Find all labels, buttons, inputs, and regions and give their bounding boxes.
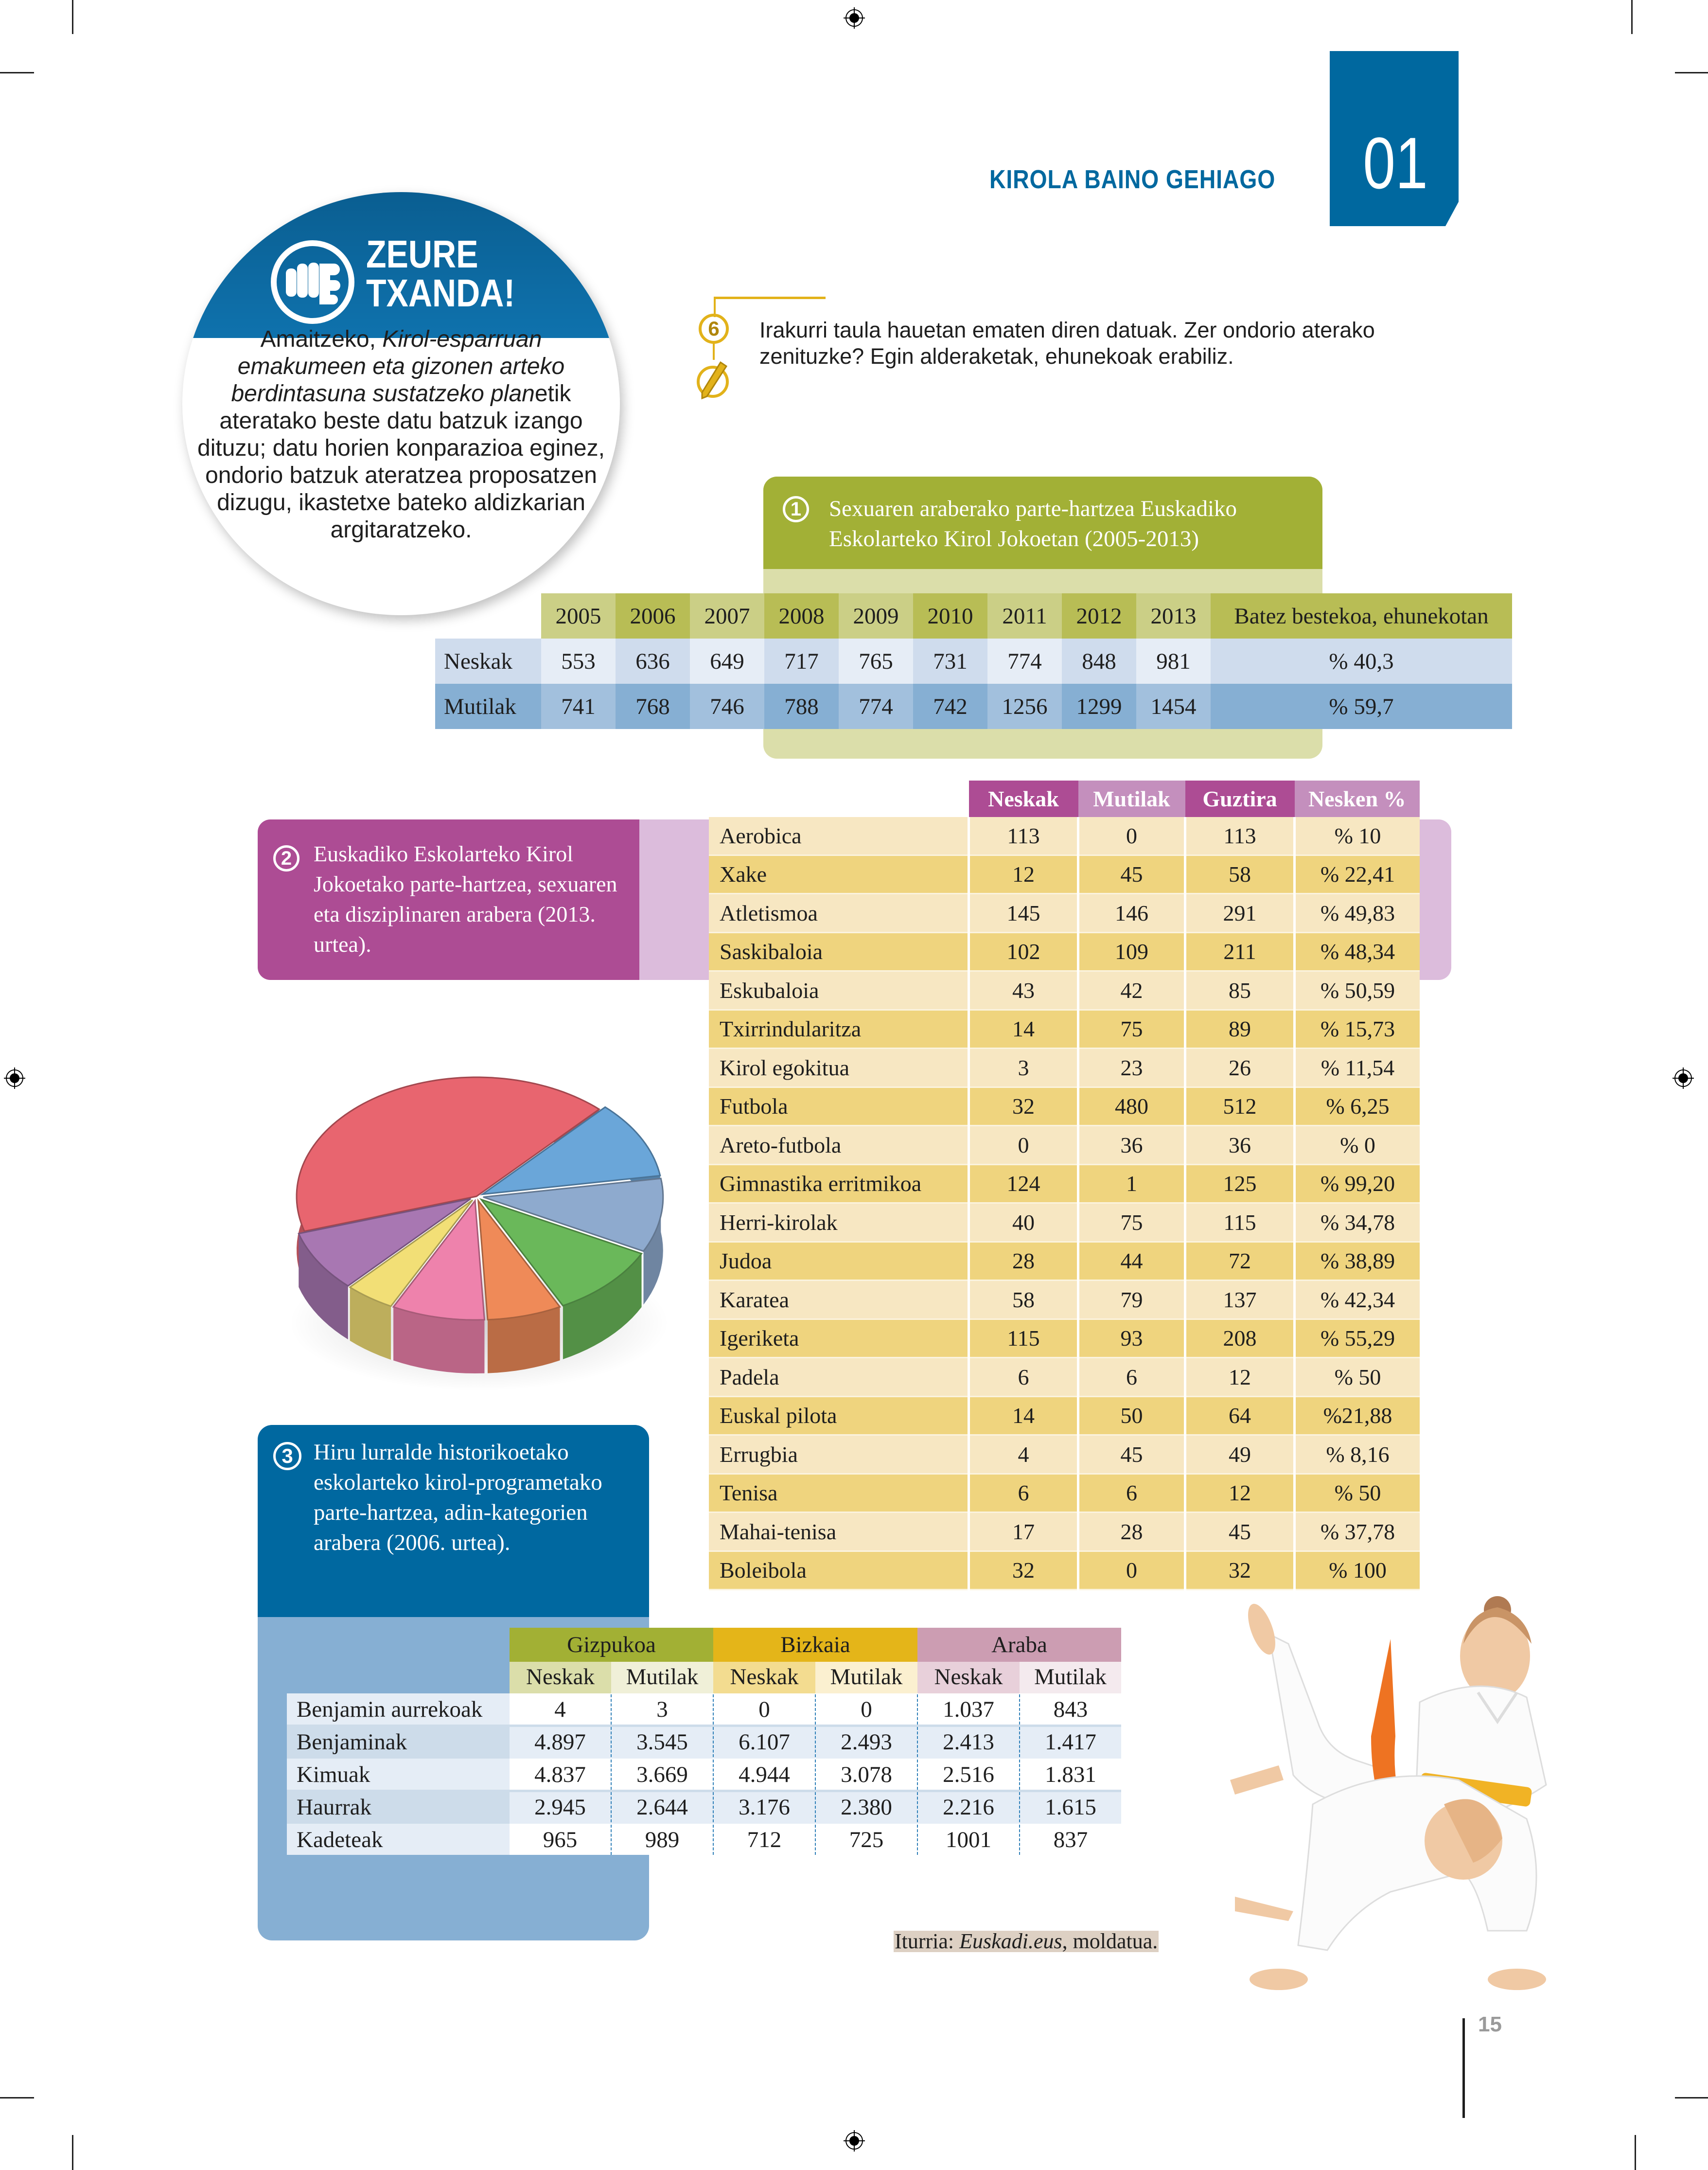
table2-sport-cell: Mahai-tenisa	[709, 1512, 969, 1551]
table2-cell-pct: % 37,78	[1295, 1512, 1420, 1551]
table3-subheader: Mutilak	[1020, 1662, 1121, 1693]
source-prefix: Iturria:	[895, 1929, 960, 1953]
table2-sport-cell: Boleibola	[709, 1551, 969, 1590]
table2-cell-guztira: 113	[1185, 817, 1295, 855]
table2-cell-mutilak: 42	[1078, 971, 1185, 1010]
table1-cell: 768	[616, 684, 690, 729]
table2-cell-neskak: 43	[969, 971, 1078, 1010]
table2-sport-cell: Judoa	[709, 1242, 969, 1281]
table1-cell: 553	[541, 639, 616, 684]
crop-mark	[1675, 72, 1708, 73]
table2-cell-guztira: 72	[1185, 1242, 1295, 1281]
registration-mark-icon	[844, 2130, 865, 2152]
chapter-title: KIROLA BAINO GEHIAGO	[989, 165, 1276, 194]
table3-cell: 6.107	[713, 1726, 815, 1759]
table2-cell-guztira: 45	[1185, 1512, 1295, 1551]
table2-cell-neskak: 6	[969, 1474, 1078, 1512]
table2-cell-guztira: 58	[1185, 855, 1295, 894]
table3-region-header: Gizpukoa	[510, 1628, 713, 1662]
table3-row	[287, 1726, 1121, 1759]
table2-cell-mutilak: 0	[1078, 1551, 1185, 1590]
zeure-txanda-title-line: ZEURE	[366, 232, 478, 276]
table3-cell: 1.417	[1020, 1726, 1121, 1759]
table2-sport-cell: Errugbia	[709, 1435, 969, 1474]
table3-corner	[287, 1628, 510, 1662]
table2-cell-guztira: 64	[1185, 1396, 1295, 1435]
table2-cell-guztira: 208	[1185, 1319, 1295, 1358]
registration-mark-icon	[1673, 1067, 1694, 1089]
table2-cell-neskak: 58	[969, 1281, 1078, 1319]
table2-cell-mutilak: 36	[1078, 1126, 1185, 1165]
table1-year-header: 2011	[987, 593, 1062, 639]
table3-cell: 3.545	[611, 1726, 713, 1759]
table2-header: Guztira	[1185, 781, 1295, 817]
table2-cell-guztira: 26	[1185, 1049, 1295, 1087]
table3-cell: 2.644	[611, 1791, 713, 1824]
table2-cell-guztira: 85	[1185, 971, 1295, 1010]
table1-year-header: 2010	[913, 593, 987, 639]
crop-mark	[0, 72, 34, 73]
table2-sport-cell: Kirol egokitua	[709, 1049, 969, 1087]
table2-sport-cell: Karatea	[709, 1281, 969, 1319]
table2-row	[709, 817, 1420, 855]
table2-cell-pct: % 50	[1295, 1358, 1420, 1397]
table2-corner	[709, 781, 969, 817]
table3-cell: 3	[611, 1693, 713, 1726]
table3-row-label: Kimuak	[287, 1759, 510, 1791]
table2-row	[709, 1319, 1420, 1358]
table2-row	[709, 1396, 1420, 1435]
table2-cell-guztira: 49	[1185, 1435, 1295, 1474]
table3-region-row	[287, 1628, 1121, 1662]
table3-cell: 1001	[917, 1824, 1020, 1855]
table1-row-label: Neskak	[435, 639, 541, 684]
table3-cell: 3.176	[713, 1791, 815, 1824]
table3-body	[287, 1693, 1121, 1855]
table3-row-label: Haurrak	[287, 1791, 510, 1824]
table2-header: Nesken %	[1295, 781, 1420, 817]
table3-cell: 1.615	[1020, 1791, 1121, 1824]
crop-mark	[1635, 2135, 1636, 2170]
table3-cell: 712	[713, 1824, 815, 1855]
table3-row	[287, 1791, 1121, 1824]
table3-subheader: Mutilak	[815, 1662, 917, 1693]
table3-cell: 2.380	[815, 1791, 917, 1824]
zeure-txanda-title	[366, 232, 515, 315]
table2-sport-cell: Gimnastika erritmikoa	[709, 1164, 969, 1203]
table1-cell: 636	[616, 639, 690, 684]
table3-cell: 989	[611, 1824, 713, 1855]
table2-row	[709, 1203, 1420, 1242]
table2-cell-mutilak: 109	[1078, 932, 1185, 971]
table2-cell-guztira: 36	[1185, 1126, 1295, 1165]
table2-cell-neskak: 0	[969, 1126, 1078, 1165]
table2-row	[709, 1281, 1420, 1319]
chapter-number: 01	[1363, 122, 1428, 204]
table3-cell: 4.837	[510, 1759, 611, 1791]
body-text: etik ateratako beste datu batzuk izango dituzu; datu horien konparazioa eginez, ondorio batzuk ateratzea proposatzen dizugu, ikastetxe bateko aldizkarian argitaratzeko.	[197, 381, 605, 543]
table1-cell: 981	[1136, 639, 1211, 684]
zeure-txanda-body	[197, 326, 605, 544]
table2-cell-pct: % 99,20	[1295, 1164, 1420, 1203]
table1-cell: 731	[913, 639, 987, 684]
table2-header-row	[709, 781, 1420, 817]
crop-mark	[0, 2097, 34, 2099]
table2-row	[709, 1126, 1420, 1165]
table2-cell-pct: % 55,29	[1295, 1319, 1420, 1358]
crop-mark	[1631, 0, 1633, 34]
judo-children-photo	[1215, 1576, 1575, 1994]
body-italic-text: Kirol-esparruan emakumeen eta gizonen arteko berdintasuna sustatzeko plan	[231, 326, 565, 407]
table2-cell-guztira: 211	[1185, 932, 1295, 971]
table1-average-header: Batez bestekoa, ehunekotan	[1211, 593, 1512, 639]
table2-cell-neskak: 113	[969, 817, 1078, 855]
pointing-fist-icon	[269, 238, 356, 326]
table1-corner	[435, 593, 541, 639]
table3-row	[287, 1824, 1121, 1855]
table1-year-header: 2007	[690, 593, 764, 639]
table3-cell: 2.945	[510, 1791, 611, 1824]
table3-cell: 2.493	[815, 1726, 917, 1759]
table2-cell-pct: % 34,78	[1295, 1203, 1420, 1242]
table2-header: Neskak	[969, 781, 1078, 817]
table1-year-header: 2009	[839, 593, 913, 639]
table2-cell-mutilak: 75	[1078, 1203, 1185, 1242]
table2-cell-neskak: 115	[969, 1319, 1078, 1358]
table1-cell: 717	[764, 639, 839, 684]
zeure-txanda-title-line: TXANDA!	[366, 271, 515, 315]
table2-cell-mutilak: 79	[1078, 1281, 1185, 1319]
source-italic: Euskadi.eus	[959, 1929, 1062, 1953]
table2-cell-pct: % 49,83	[1295, 894, 1420, 933]
table3-cell: 1.831	[1020, 1759, 1121, 1791]
table1-cell: 774	[987, 639, 1062, 684]
table2-sport-cell: Eskubaloia	[709, 971, 969, 1010]
table2-cell-neskak: 6	[969, 1358, 1078, 1397]
table2-row	[709, 1512, 1420, 1551]
table2-row	[709, 1435, 1420, 1474]
table3-subheader: Mutilak	[611, 1662, 713, 1693]
table1-cell: 741	[541, 684, 616, 729]
table2-row	[709, 1358, 1420, 1397]
table3-subheader: Neskak	[917, 1662, 1020, 1693]
table2-sport-cell: Aerobica	[709, 817, 969, 855]
table3-cell: 2.216	[917, 1791, 1020, 1824]
table2-row	[709, 971, 1420, 1010]
table2-row	[709, 1242, 1420, 1281]
table2-number: 2	[273, 845, 299, 872]
table3-cell: 4	[510, 1693, 611, 1726]
table2-cell-pct: % 8,16	[1295, 1435, 1420, 1474]
table2-cell-neskak: 12	[969, 855, 1078, 894]
table1-header-row	[435, 593, 1512, 639]
table2-cell-neskak: 28	[969, 1242, 1078, 1281]
activity-instructions: Irakurri taula hauetan ematen diren datuak. Zer ondorio aterako zenituzke? Egin alderaketak, ehunekoak erabiliz.	[759, 318, 1375, 369]
table1	[435, 593, 1512, 729]
body-text: Amaitzeko,	[260, 326, 383, 352]
table2-cell-mutilak: 146	[1078, 894, 1185, 933]
page-number-rule	[1462, 2018, 1465, 2118]
table2-cell-guztira: 291	[1185, 894, 1295, 933]
table2-header: Mutilak	[1078, 781, 1185, 817]
activity-connector	[714, 297, 826, 299]
table3-row-label: Benjamin aurrekoak	[287, 1693, 510, 1726]
table3-cell: 965	[510, 1824, 611, 1855]
table3-cell: 2.413	[917, 1726, 1020, 1759]
table3-number: 3	[273, 1442, 301, 1470]
crop-mark	[1675, 2097, 1708, 2099]
table2-sport-cell: Xake	[709, 855, 969, 894]
table2-cell-guztira: 115	[1185, 1203, 1295, 1242]
table2-cell-guztira: 32	[1185, 1551, 1295, 1590]
table2-sport-cell: Atletismoa	[709, 894, 969, 933]
table2-cell-mutilak: 75	[1078, 1010, 1185, 1049]
table2-cell-pct: % 100	[1295, 1551, 1420, 1590]
table3-subheader: Neskak	[510, 1662, 611, 1693]
table2	[709, 781, 1420, 1590]
table3-cell: 3.669	[611, 1759, 713, 1791]
table1-cell: 742	[913, 684, 987, 729]
table1-average-cell: % 40,3	[1211, 639, 1512, 684]
table2-sport-cell: Padela	[709, 1358, 969, 1397]
table2-cell-guztira: 12	[1185, 1474, 1295, 1512]
table2-row	[709, 894, 1420, 933]
table2-cell-mutilak: 23	[1078, 1049, 1185, 1087]
source-suffix: , moldatua.	[1062, 1929, 1158, 1953]
table2-row	[709, 932, 1420, 971]
table2-cell-neskak: 124	[969, 1164, 1078, 1203]
registration-mark-icon	[844, 7, 865, 29]
table3-row-label: Benjaminak	[287, 1726, 510, 1759]
table2-cell-guztira: 89	[1185, 1010, 1295, 1049]
table1-cell: 649	[690, 639, 764, 684]
table2-cell-guztira: 137	[1185, 1281, 1295, 1319]
table1-cell: 765	[839, 639, 913, 684]
table2-cell-pct: % 22,41	[1295, 855, 1420, 894]
table2-cell-mutilak: 28	[1078, 1512, 1185, 1551]
table2-sport-cell: Futbola	[709, 1087, 969, 1126]
table1-cell: 1454	[1136, 684, 1211, 729]
table2-cell-neskak: 14	[969, 1396, 1078, 1435]
source-caption	[894, 1931, 1159, 1952]
table2-cell-mutilak: 480	[1078, 1087, 1185, 1126]
table1-cell: 848	[1062, 639, 1136, 684]
table3-cell: 4.897	[510, 1726, 611, 1759]
table2-row	[709, 1474, 1420, 1512]
table1-year-header: 2005	[541, 593, 616, 639]
table3-caption: Hiru lurralde historikoetako eskolarteko kirol-programetako parte-hartzea, adin-kategorien arabera (2006. urtea).	[314, 1440, 602, 1555]
table2-body	[709, 817, 1420, 1590]
table3-cell: 1.037	[917, 1693, 1020, 1726]
table2-cell-pct: % 50,59	[1295, 971, 1420, 1010]
table1-cell: 774	[839, 684, 913, 729]
table1-row-neskak	[435, 639, 1512, 684]
table2-cell-mutilak: 50	[1078, 1396, 1185, 1435]
table3-cell: 837	[1020, 1824, 1121, 1855]
table2-cell-mutilak: 1	[1078, 1164, 1185, 1203]
table2-cell-mutilak: 6	[1078, 1474, 1185, 1512]
table1-row-label: Mutilak	[435, 684, 541, 729]
table2-cell-neskak: 4	[969, 1435, 1078, 1474]
page-number: 15	[1478, 2012, 1502, 2036]
table2-cell-guztira: 125	[1185, 1164, 1295, 1203]
table3-row	[287, 1759, 1121, 1791]
table2-cell-neskak: 40	[969, 1203, 1078, 1242]
table1-caption: Sexuaren araberako parte-hartzea Euskadiko Eskolarteko Kirol Jokoetan (2005-2013)	[829, 496, 1237, 551]
table2-cell-neskak: 32	[969, 1551, 1078, 1590]
table2-cell-neskak: 145	[969, 894, 1078, 933]
table2-cell-pct: %21,88	[1295, 1396, 1420, 1435]
table2-cell-neskak: 102	[969, 932, 1078, 971]
activity-number: 6	[699, 314, 729, 344]
table2-cell-pct: % 6,25	[1295, 1087, 1420, 1126]
table3-cell: 843	[1020, 1693, 1121, 1726]
table2-cell-guztira: 512	[1185, 1087, 1295, 1126]
table2-cell-mutilak: 93	[1078, 1319, 1185, 1358]
table3-cell: 0	[815, 1693, 917, 1726]
table3-cell: 2.516	[917, 1759, 1020, 1791]
table1-cell: 788	[764, 684, 839, 729]
table2-sport-cell: Tenisa	[709, 1474, 969, 1512]
table3-row-label: Kadeteak	[287, 1824, 510, 1855]
table1-year-header: 2008	[764, 593, 839, 639]
table2-cell-mutilak: 45	[1078, 855, 1185, 894]
table2-cell-pct: % 15,73	[1295, 1010, 1420, 1049]
table3-row	[287, 1693, 1121, 1726]
table2-cell-pct: % 38,89	[1295, 1242, 1420, 1281]
table2-cell-mutilak: 45	[1078, 1435, 1185, 1474]
table2-cell-pct: % 42,34	[1295, 1281, 1420, 1319]
table2-row	[709, 1087, 1420, 1126]
table3	[287, 1628, 1121, 1855]
table2-cell-mutilak: 0	[1078, 817, 1185, 855]
table2-sport-cell: Saskibaloia	[709, 932, 969, 971]
table1-cell: 746	[690, 684, 764, 729]
registration-mark-icon	[4, 1067, 25, 1089]
pie-chart-illustration	[287, 1050, 671, 1391]
table2-cell-neskak: 3	[969, 1049, 1078, 1087]
table2-row	[709, 1010, 1420, 1049]
table2-cell-pct: % 48,34	[1295, 932, 1420, 971]
table2-cell-neskak: 17	[969, 1512, 1078, 1551]
table2-row	[709, 1049, 1420, 1087]
table2-caption: Euskadiko Eskolarteko Kirol Jokoetako parte-hartzea, sexuaren eta disziplinaren arabera (2013. urtea).	[314, 841, 617, 957]
table1-row-mutilak	[435, 684, 1512, 729]
crop-mark	[72, 2135, 73, 2170]
table3-cell: 0	[713, 1693, 815, 1726]
table2-cell-pct: % 11,54	[1295, 1049, 1420, 1087]
table2-sport-cell: Euskal pilota	[709, 1396, 969, 1435]
table1-cell: 1299	[1062, 684, 1136, 729]
table2-cell-mutilak: 6	[1078, 1358, 1185, 1397]
table2-cell-pct: % 0	[1295, 1126, 1420, 1165]
pencil-icon	[695, 357, 734, 401]
table3-subheader: Neskak	[713, 1662, 815, 1693]
table3-cell: 3.078	[815, 1759, 917, 1791]
table2-cell-neskak: 14	[969, 1010, 1078, 1049]
table3-region-header: Araba	[917, 1628, 1121, 1662]
table1-year-header: 2012	[1062, 593, 1136, 639]
table1-cell: 1256	[987, 684, 1062, 729]
table1-year-header: 2006	[616, 593, 690, 639]
zeure-txanda-callout	[182, 192, 620, 615]
table3-cell: 725	[815, 1824, 917, 1855]
table2-cell-mutilak: 44	[1078, 1242, 1185, 1281]
table2-row	[709, 1164, 1420, 1203]
table2-sport-cell: Herri-kirolak	[709, 1203, 969, 1242]
table1-number: 1	[783, 496, 809, 522]
crop-mark	[72, 0, 73, 34]
table1-year-header: 2013	[1136, 593, 1211, 639]
table3-subheader-row	[287, 1662, 1121, 1693]
table2-cell-pct: % 10	[1295, 817, 1420, 855]
table3-corner	[287, 1662, 510, 1693]
table2-sport-cell: Areto-futbola	[709, 1126, 969, 1165]
table2-row	[709, 855, 1420, 894]
table2-cell-pct: % 50	[1295, 1474, 1420, 1512]
table3-region-header: Bizkaia	[713, 1628, 917, 1662]
table2-cell-guztira: 12	[1185, 1358, 1295, 1397]
table2-sport-cell: Txirrindularitza	[709, 1010, 969, 1049]
table2-sport-cell: Igeriketa	[709, 1319, 969, 1358]
table2-cell-neskak: 32	[969, 1087, 1078, 1126]
table3-cell: 4.944	[713, 1759, 815, 1791]
table1-average-cell: % 59,7	[1211, 684, 1512, 729]
